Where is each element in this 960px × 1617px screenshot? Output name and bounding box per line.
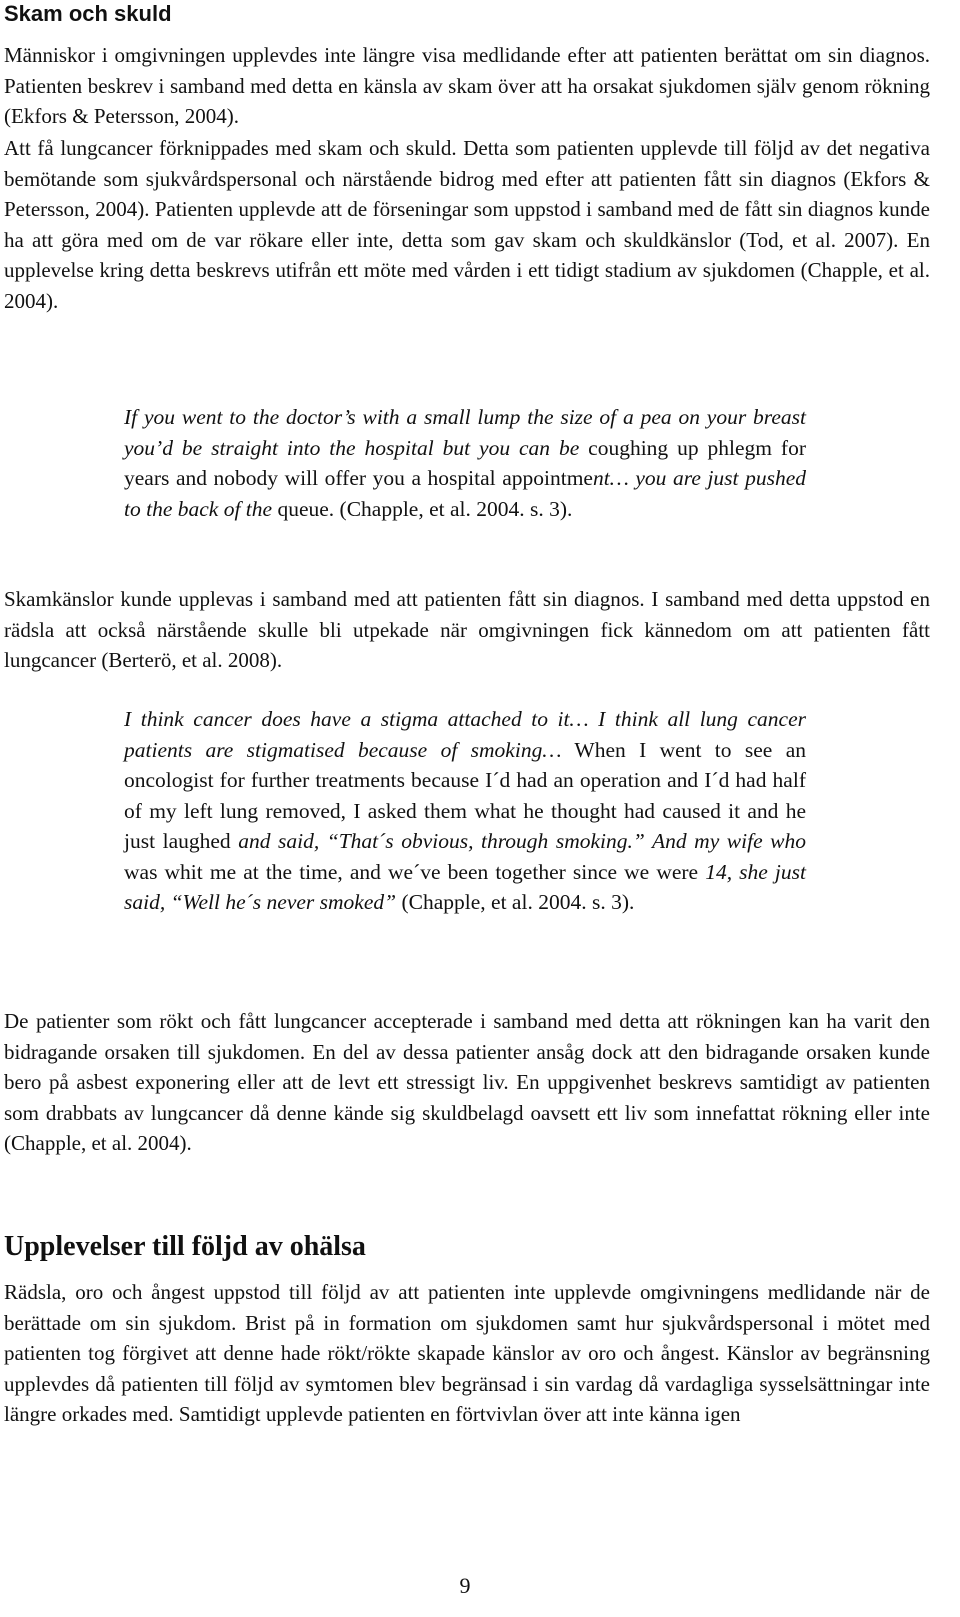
page-number: 9 [459, 1573, 471, 1598]
paragraph-3: Skamkänslor kunde upplevas i samband med att patienten fått sin diagnos. I samband med detta uppstod en rädsla att också närstående skulle bli utpekade när omgivningen fick kännedom om att patienten fått lungcancer (Berterö, et al. 2008). [4, 587, 930, 672]
paragraph-2: Att få lungcancer förknippades med skam och skuld. Detta som patienten upplevde till följd av det negativa bemötande som sjukvårdspersonal och närstående bidrog med efter att patienten fått sin diagnos (Ekfors & Petersson, 2004). Patienten upplevde att de förseningar som uppstod i samband med de fått sin diagnos kunde ha att göra med om de var rökare eller inte, detta som gav skam och skuldkänslor (Tod, et al. 2007). En upplevelse kring detta beskrevs utifrån ett möte med vården i ett tidigt stadium av sjukdomen (Chapple, et al. 2004). [4, 136, 930, 313]
quote-2-plain-c: (Chapple, et al. 2004. s. 3). [396, 890, 635, 914]
quote-1-italic-b: nt… you are just pushed to the back of the [124, 466, 806, 521]
block-quote-2 [124, 704, 806, 918]
quote-2-plain-b: was whit me at the time, and we´ve been together since we were [124, 859, 699, 884]
block-quote-1 [124, 402, 806, 524]
quote-2-italic-c: 14, she just said, “Well he´s never smoked” [124, 859, 806, 914]
paragraph-4: De patienter som rökt och fått lungcancer accepterade i samband med detta att rökningen kan ha varit den bidragande orsaken till sjukdomen. En del av dessa patienter ansåg dock att den bidragande orsaken kunde bero på asbest exponering eller att de levt ett stressigt liv. En uppgivenhet beskrevs samtidigt av patienten som drabbats av lungcancer då denne kände sig skuldbelagd oavsett ett liv som innefattat rökning eller inte (Chapple, et al. 2004). [4, 1009, 930, 1155]
quote-2-plain-a: When I went to see an oncologist for further treatments because I´d had an operation and I´d had half of my left lung removed, I asked them what he thought had caused it and he just laughed [124, 737, 806, 853]
quote-1-italic-a: If you went to the doctor’s with a small lump the size of a pea on your breast you’d be straight into the hospital but you can be [124, 405, 806, 460]
paragraph-1: Människor i omgivningen upplevdes inte längre visa medlidande efter att patienten berättat om sin diagnos. Patienten beskrev i samband med detta en känsla av skam över att ha orsakat sjukdomen själv genom rökning (Ekfors & Petersson, 2004). [4, 43, 930, 128]
quote-1-plain-a: coughing up phlegm for years and nobody will offer you a hospital appointme [124, 435, 806, 490]
quote-2-italic-b: and said, “That´s obvious, through smoking.” And my wife who [230, 829, 806, 853]
quote-1-plain-b: queue. (Chapple, et al. 2004. s. 3). [272, 496, 573, 521]
section-heading-upplevelser: Upplevelser till följd av ohälsa [4, 1231, 366, 1262]
quote-2-italic-a: I think cancer does have a stigma attached to it… I think all lung cancer patients are stigmatised because of smoking… [124, 707, 806, 762]
paragraph-5: Rädsla, oro och ångest uppstod till följd av att patienten inte upplevde omgivningens medlidande när de berättade om sin sjukdom. Brist på in formation om sjukdomen samt hur sjukvårdspersonal i mötet med patienten tog förgivet att denne hade rökt/rökte skapade känslor av oro och ångest. Känslor av begränsning upplevdes då patienten till följd av symtomen blev begränsad i sin vardag då vardagliga sysselsättningar inte längre orkades med. Samtidigt upplevde patienten en förtvivlan över att inte känna igen [4, 1280, 930, 1426]
section-heading-skam-och-skuld: Skam och skuld [4, 1, 172, 26]
